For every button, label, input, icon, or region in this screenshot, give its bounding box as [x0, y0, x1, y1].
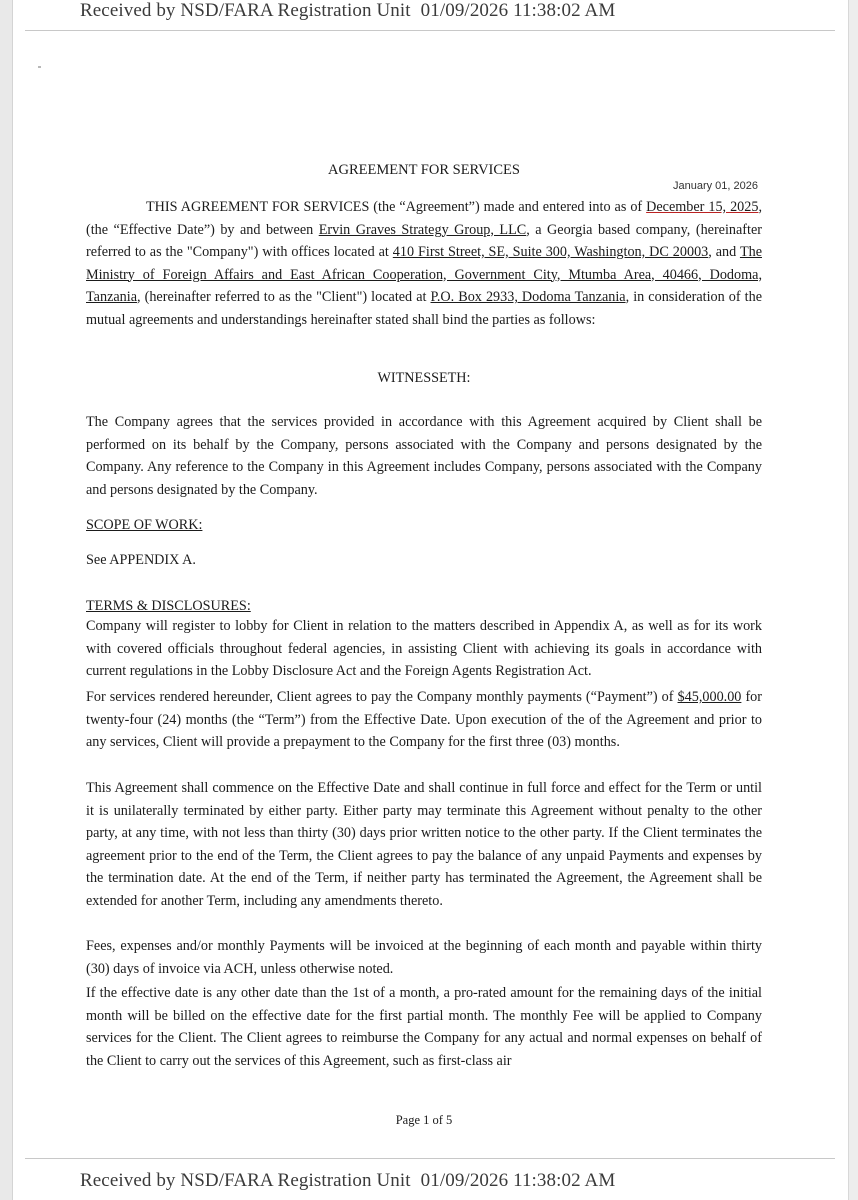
page-edge-bottom [25, 1158, 835, 1159]
terms-paragraph-4: Fees, expenses and/or monthly Payments will be invoiced at the beginning of each month and payable within thirty (30) days of invoice via ACH, unless otherwise noted. [86, 938, 762, 977]
terms-paragraph-1: Company will register to lobby for Client in relation to the matters described in Appendix A, as well as for its work with covered officials throughout federal agencies, in assisting Client with achieving its goals in accordance with current regulations in the Lobby Disclosure Act and the Foreign Agents Registration Act. [86, 618, 762, 679]
stamp-datetime: 01/09/2026 11:38:02 AM [420, 1170, 616, 1191]
payment-text-2: for twenty-four (24) months (the “Term”) from the Effective Date. Upon execution of the of the Agreement and prior to any services, Client will provide a prepayment to the Company for the first three (03) months. [86, 689, 762, 750]
witnesseth-paragraph: The Company agrees that the services provided in accordance with this Agreement acquired by Client shall be performed on its behalf by the Company, persons associated with the Company and persons designated by the Company. Any reference to the Company in this Agreement includes Company, persons associated with the Company and persons designated by the Company. [86, 414, 762, 498]
page-edge-top [25, 30, 835, 31]
handwritten-date: January 01, 2026 [672, 180, 758, 192]
stamp-label: Received by NSD/FARA Registration Unit [80, 1170, 411, 1191]
terms-paragraph-3: This Agreement shall commence on the Effective Date and shall continue in full force and effect for the Term or until it is unilaterally terminated by either party. Either party may terminate this Agreement without penalty to the other party, at any time, with not less than thirty (30) days prior written notice to the other party. If the Client terminates the agreement prior to the end of the Term, the Client agrees to pay the balance of any unpaid Payments and expenses by the termination date. At the end of the Term, if neither party has terminated the Agreement, the Agreement shall be extended for another Term, including any amendments thereto. [86, 780, 762, 909]
intro-text-5: , (hereinafter referred to as the "Client") located at [137, 289, 431, 305]
company-name: Ervin Graves Strategy Group, LLC [318, 221, 527, 238]
scan-frame-left [0, 0, 13, 1200]
intro-text-1: THIS AGREEMENT FOR SERVICES (the “Agreement”) made and entered into as of [146, 199, 647, 215]
terms-paragraph-2 [86, 686, 762, 754]
company-address: 410 First Street, SE, Suite 300, Washington, DC 20003 [392, 244, 709, 260]
terms-paragraph-5: If the effective date is any other date than the 1st of a month, a pro-rated amount for the remaining days of the initial month will be billed on the effective date for the first partial month. The monthly Fee will be applied to Company services for the Client. The Client agrees to reimburse the Company for any actual and normal expenses on behalf of the Client to carry out the services of this Agreement, such as first-class air [86, 985, 762, 1069]
fara-received-stamp-bottom [80, 1170, 615, 1192]
effective-date: December 15, 2025 [646, 199, 759, 215]
intro-paragraph [86, 196, 762, 331]
scan-frame-right [848, 0, 858, 1200]
intro-text-2: , (the “Effective Date”) by and between [86, 199, 762, 238]
stamp-datetime: 01/09/2026 11:38:02 AM [420, 0, 616, 21]
page-number: Page 1 of 5 [395, 1113, 453, 1127]
stamp-label: Received by NSD/FARA Registration Unit [80, 0, 411, 21]
scan-speck [38, 66, 41, 68]
payment-text-1: For services rendered hereunder, Client agrees to pay the Company monthly payments (“Payment”) of [86, 689, 678, 705]
terms-heading: TERMS & DISCLOSURES: [86, 598, 251, 614]
intro-text-6: , in consideration of the mutual agreements and understandings hereinafter stated shall bind the parties as follows: [86, 289, 763, 328]
document-title: AGREEMENT FOR SERVICES [328, 162, 520, 178]
intro-text-3: , a Georgia based company, (hereinafter referred to as the "Company") with offices located at [86, 221, 762, 260]
intro-text-4: , and [708, 244, 740, 260]
scope-of-work-text: See APPENDIX A. [86, 552, 196, 568]
fara-received-stamp-top [80, 0, 615, 22]
scope-of-work-heading: SCOPE OF WORK: [86, 517, 203, 533]
client-name: The Ministry of Foreign Affairs and East African Cooperation, Government City, Mtumba Area, 40466, Dodoma, Tanzania [86, 244, 762, 305]
payment-amount: $45,000.00 [677, 689, 742, 705]
witnesseth-heading: WITNESSETH: [377, 370, 471, 386]
client-address: P.O. Box 2933, Dodoma Tanzania [430, 289, 626, 305]
